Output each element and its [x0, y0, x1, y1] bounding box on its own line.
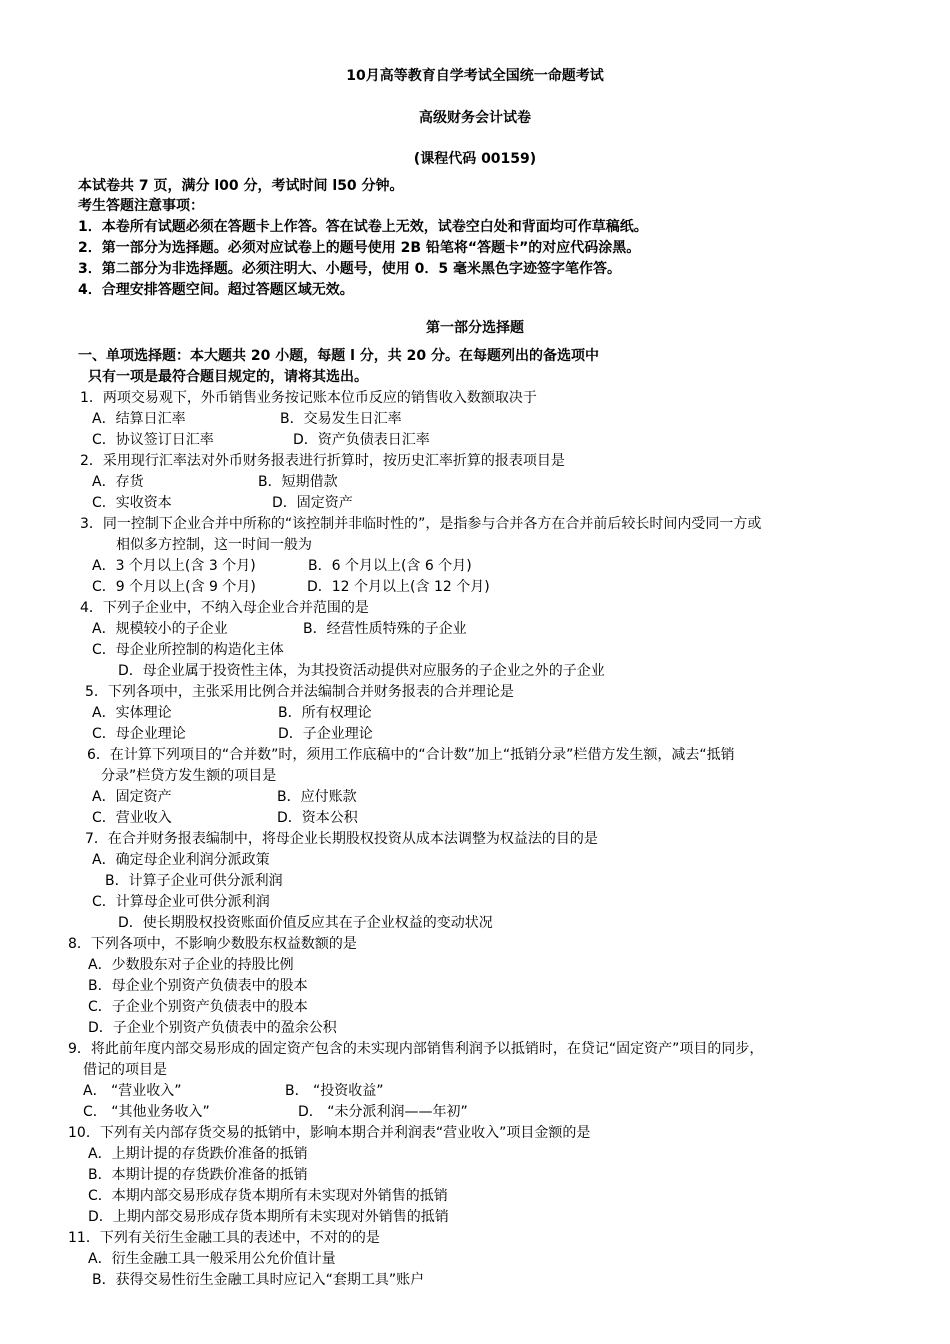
notice-item: 4．合理安排答题空间。超过答题区域无效。	[78, 282, 354, 298]
notice-item: 3．第二部分为非选择题。必须注明大、小题号，使用 0．5 毫米黑色字迹签字笔作答。	[78, 261, 621, 277]
option-c: C．子企业个别资产负债表中的股本	[88, 999, 308, 1015]
option-b: B． “投资收益”	[285, 1083, 384, 1099]
option-a: A． “营业收入”	[83, 1083, 182, 1099]
option-d: D．使长期股权投资账面价值反应其在子企业权益的变动状况	[118, 915, 493, 931]
paper-title: 高级财务会计试卷	[419, 110, 531, 126]
option-b: B．6 个月以上(含 6 个月)	[308, 558, 472, 574]
option-a: A．规模较小的子企业	[92, 621, 228, 637]
notice-summary: 本试卷共 7 页，满分 l00 分，考试时间 l50 分钟。	[78, 178, 404, 194]
option-b: B．所有权理论	[278, 705, 372, 721]
section-heading-cont: 只有一项是最符合题目规定的，请将其选出。	[88, 369, 368, 385]
option-c: C．协议签订日汇率	[92, 432, 214, 448]
option-c: C．计算母企业可供分派利润	[92, 894, 270, 910]
option-c: C．营业收入	[92, 810, 172, 826]
option-d: D．子企业个别资产负债表中的盈余公积	[88, 1020, 337, 1036]
question-stem: 4．下列子企业中，不纳入母企业合并范围的是	[80, 600, 369, 616]
option-b: B．本期计提的存货跌价准备的抵销	[88, 1167, 308, 1183]
option-a: A．实体理论	[92, 705, 172, 721]
option-c: C．本期内部交易形成存货本期所有未实现对外销售的抵销	[88, 1188, 448, 1204]
option-b: B．短期借款	[258, 474, 338, 490]
option-d: D．母企业属于投资性主体，为其投资活动提供对应服务的子企业之外的子企业	[118, 663, 605, 679]
option-b: B．母企业个别资产负债表中的股本	[88, 978, 308, 994]
option-d: D．子企业理论	[278, 726, 373, 742]
notice-heading: 考生答题注意事项：	[78, 198, 204, 214]
option-a: A．少数股东对子企业的持股比例	[88, 957, 294, 973]
exam-title: 10月高等教育自学考试全国统一命题考试	[346, 68, 604, 84]
question-stem: 5．下列各项中，主张采用比例合并法编制合并财务报表的合并理论是	[85, 684, 514, 700]
option-a: A．固定资产	[92, 789, 172, 805]
question-stem: 1．两项交易观下，外币销售业务按记账本位币反应的销售收入数额取决于	[80, 390, 537, 406]
option-b: B．获得交易性衍生金融工具时应记入“套期工具”账户	[92, 1272, 425, 1288]
part1-title: 第一部分选择题	[426, 320, 524, 336]
option-d: D．固定资产	[272, 495, 353, 511]
option-c: C．母企业所控制的构造化主体	[92, 642, 284, 658]
option-b: B．交易发生日汇率	[280, 411, 402, 427]
option-d: D．资产负债表日汇率	[293, 432, 430, 448]
question-stem: 3．同一控制下企业合并中所称的“该控制并非临时性的”，是指参与合并各方在合并前后较长时间内受同一方或	[80, 516, 762, 532]
question-stem: 10．下列有关内部存货交易的抵销中，影响本期合并利润表“营业收入”项目金额的是	[68, 1125, 591, 1141]
option-a: A．上期计提的存货跌价准备的抵销	[88, 1146, 308, 1162]
question-stem: 2．采用现行汇率法对外币财务报表进行折算时，按历史汇率折算的报表项目是	[80, 453, 565, 469]
question-stem: 6．在计算下列项目的“合并数”时，须用工作底稿中的“合计数”加上“抵销分录”栏借方发生额，减去“抵销	[87, 747, 735, 763]
question-stem: 11．下列有关衍生金融工具的表述中，不对的的是	[68, 1230, 380, 1246]
notice-item: 1．本卷所有试题必须在答题卡上作答。答在试卷上无效，试卷空白处和背面均可作草稿纸。	[78, 219, 648, 235]
option-c: C．9 个月以上(含 9 个月)	[92, 579, 256, 595]
option-b: B．应付账款	[277, 789, 357, 805]
option-a: A．存货	[92, 474, 144, 490]
option-b: B．计算子企业可供分派利润	[105, 873, 283, 889]
option-d: D． “未分派利润——年初”	[298, 1104, 468, 1120]
question-stem-cont: 相似多方控制，这一时间一般为	[116, 537, 312, 553]
option-d: D．上期内部交易形成存货本期所有未实现对外销售的抵销	[88, 1209, 449, 1225]
question-stem: 9．将此前年度内部交易形成的固定资产包含的未实现内部销售利润予以抵销时，在贷记“固定资产”项目的同步，	[68, 1041, 764, 1057]
question-stem-cont: 借记的项目是	[83, 1062, 167, 1078]
question-stem-cont: 分录”栏贷方发生额的项目是	[101, 768, 277, 784]
question-stem: 7．在合并财务报表编制中，将母企业长期股权投资从成本法调整为权益法的目的是	[85, 831, 598, 847]
option-c: C． “其他业务收入”	[83, 1104, 210, 1120]
section-heading: 一、单项选择题：本大题共 20 小题，每题 l 分，共 20 分。在每题列出的备选项中	[78, 348, 600, 364]
option-a: A．确定母企业利润分派政策	[92, 852, 270, 868]
option-a: A．结算日汇率	[92, 411, 186, 427]
option-d: D．资本公积	[277, 810, 358, 826]
option-a: A．3 个月以上(含 3 个月)	[92, 558, 256, 574]
option-a: A．衍生金融工具一般采用公允价值计量	[88, 1251, 336, 1267]
course-code: (课程代码 00159)	[413, 151, 537, 167]
option-d: D．12 个月以上(含 12 个月)	[307, 579, 490, 595]
notice-item: 2．第一部分为选择题。必须对应试卷上的题号使用 2B 铅笔将“答题卡”的对应代码涂黑。	[78, 240, 641, 256]
option-c: C．实收资本	[92, 495, 172, 511]
option-c: C．母企业理论	[92, 726, 186, 742]
option-b: B．经营性质特殊的子企业	[303, 621, 467, 637]
question-stem: 8．下列各项中，不影响少数股东权益数额的是	[68, 936, 357, 952]
